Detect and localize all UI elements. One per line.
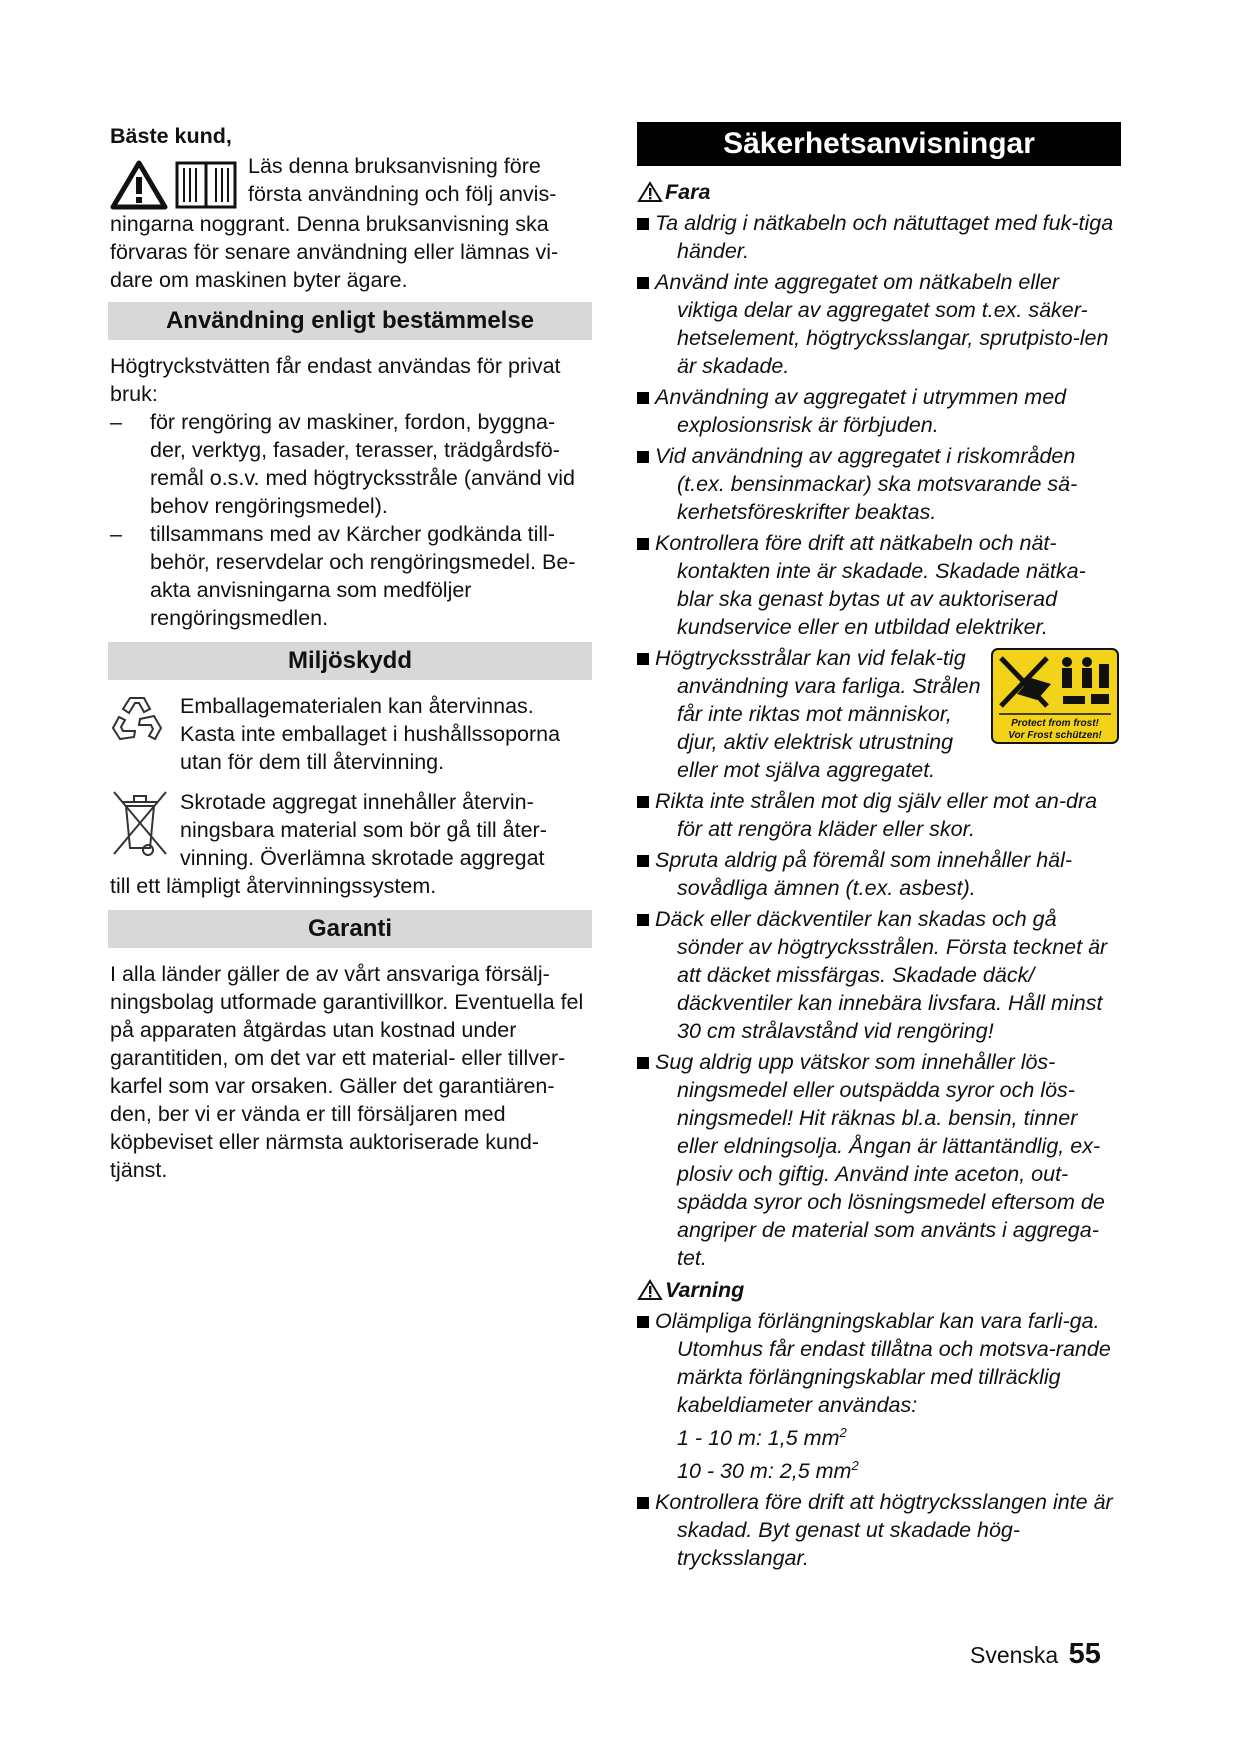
safety-item: [637, 383, 1121, 439]
dash-marker: –: [110, 410, 122, 434]
safety-item: [637, 644, 1121, 784]
scrap-text: Skrotade aggregat innehåller återvin-ningsbara material som bör gå till åter-vinning. Överlämna skrotade aggregat: [180, 790, 547, 870]
scrap-row: [110, 788, 590, 872]
safety-item: [637, 1488, 1121, 1572]
cable-spec-text: 1 - 10 m: 1,5 mm: [677, 1426, 840, 1451]
intro-icons: [110, 152, 248, 210]
safety-item-text: Kontrollera före drift att nätkabeln och nät-kontakten inte är skadade. Skadade nätka-blar ska genast bytas ut av auktoriserad kundservice eller en utbildad elektriker.: [655, 531, 1086, 639]
safety-item-text: Sug aldrig upp vätskor som innehåller lös-ningsmedel eller outspädda syror och lös-ningsmedel! Hit räknas bl.a. bensin, tinner eller eldningsolja. Ångan är lättantändlig, ex-plosiv och giftig. Använd inte aceton, out-spädda syror och lösningsmedel eftersom de angriper de material som använts i aggrega-tet.: [655, 1050, 1105, 1270]
warning-triangle-icon: [110, 160, 168, 210]
warning-triangle-icon: [637, 1279, 663, 1301]
section-heading-usage: Användning enligt bestämmelse: [108, 302, 592, 340]
bullet-square-icon: [637, 644, 655, 672]
scrap-text-end: till ett lämpligt återvinningssystem.: [110, 874, 437, 898]
intro-line: första användning och följ anvis-: [248, 182, 557, 206]
recycle-icon: [110, 692, 164, 746]
recycle-icon-wrap: [110, 692, 180, 753]
page-footer: [970, 1638, 1101, 1671]
bullet-square-icon: [637, 787, 655, 815]
dash-marker: –: [110, 522, 122, 546]
crossed-out-bin-icon: [110, 788, 170, 858]
safety-item: [637, 787, 1121, 843]
intro: [110, 152, 590, 210]
bullet-square-icon: [637, 529, 655, 557]
intro-line: Läs denna bruksanvisning före: [248, 154, 541, 178]
sticker-text-1: Protect from frost!: [1011, 718, 1099, 729]
safety-item-text: Vid användning av aggregatet i riskområden (t.ex. bensinmackar) ska motsvarande sä-kerhetsföreskrifter beaktas.: [655, 444, 1078, 524]
superscript: 2: [839, 1425, 847, 1440]
danger-label: Fara: [665, 180, 711, 204]
bullet-square-icon: [637, 1048, 655, 1076]
crossed-bin-icon-wrap: [110, 788, 180, 865]
safety-item-text: Högtrycksstrålar kan vid felak-tig användning vara farliga. Strålen får inte riktas mot människor, djur, aktiv elektrisk utrustning eller mot själva aggregatet.: [655, 646, 981, 782]
bullet-square-icon: [637, 846, 655, 874]
safety-item-text: Olämpliga förlängningskablar kan vara farli-ga. Utomhus får endast tillåtna och motsva-rande märkta förlängningskablar med tillräcklig kabeldiameter användas:: [655, 1309, 1111, 1417]
safety-item: [637, 442, 1121, 526]
safety-item: [637, 268, 1121, 380]
safety-item-text: Ta aldrig i nätkabeln och nätuttaget med fuk-tiga händer.: [655, 211, 1114, 263]
safety-item: [637, 1307, 1121, 1419]
cable-spec-text: 10 - 30 m: 2,5 mm: [677, 1459, 852, 1484]
left-column: [110, 122, 590, 1184]
safety-item-text: Använd inte aggregatet om nätkabeln eller viktiga delar av aggregatet som t.ex. säker-hetselement, högtrycksslangar, sprutpisto-len är skadade.: [655, 270, 1109, 378]
bullet-square-icon: [637, 383, 655, 411]
safety-heading: Säkerhetsanvisningar: [637, 122, 1121, 166]
list-item: [110, 408, 590, 520]
section-heading-environment: Miljöskydd: [108, 642, 592, 680]
frost-warning-sticker-icon: [991, 648, 1119, 744]
bullet-square-icon: [637, 268, 655, 296]
warranty-text: I alla länder gäller de av vårt ansvariga försälj-ningsbolag utformade garantivillkor. Eventuella fel på apparaten åtgärdas utan kostnad under garantitiden, om det var ett material- eller tillver-karfel som var orsaken. Gäller det garantiären-den, ber vi er vända er till försäljaren med köpbeviset eller närmsta auktoriserade kund-tjänst.: [110, 962, 584, 1182]
bullet-square-icon: [637, 905, 655, 933]
superscript: 2: [851, 1458, 859, 1474]
footer-language: Svenska: [970, 1642, 1059, 1668]
frost-sticker: [991, 648, 1119, 751]
usage-text: Högtryckstvätten får endast användas för privat bruk:: [110, 354, 561, 406]
recycle-row: [110, 692, 590, 776]
safety-item: [637, 905, 1121, 1045]
cable-spec-2: [637, 1452, 1121, 1485]
safety-item: [637, 846, 1121, 902]
intro-rest: ningarna noggrant. Denna bruksanvisning ska förvaras för senare användning eller lämnas vi-dare om maskinen byter ägare.: [110, 212, 559, 292]
warning-label-row: [637, 1276, 1121, 1304]
safety-item: [637, 209, 1121, 265]
warning-triangle-icon: [637, 181, 663, 203]
usage-bullet-1: för rengöring av maskiner, fordon, byggna-der, verktyg, fasader, terasser, trädgårdsfö-remål o.s.v. med högtrycksstråle (använd vid behov rengöringsmedel).: [150, 410, 575, 518]
safety-item-text: Spruta aldrig på föremål som innehåller häl-sovådliga ämnen (t.ex. asbest).: [655, 848, 1073, 900]
bullet-square-icon: [637, 209, 655, 237]
usage-bullet-2: tillsammans med av Kärcher godkända till-behör, reservdelar och rengöringsmedel. Be-akta anvisningarna som medföljer rengöringsmedlen.: [150, 522, 576, 630]
greeting: Bäste kund,: [110, 124, 232, 148]
bullet-square-icon: [637, 1488, 655, 1516]
manual-book-icon: [174, 160, 238, 210]
bullet-square-icon: [637, 1307, 655, 1335]
right-column: [637, 122, 1121, 1572]
safety-item-text: Användning av aggregatet i utrymmen med explosionsrisk är förbjuden.: [655, 385, 1067, 437]
recycle-text: Emballagematerialen kan återvinnas. Kasta inte emballaget i hushållssoporna utan för dem till återvinning.: [180, 694, 561, 774]
list-item: [110, 520, 590, 632]
safety-item: [637, 529, 1121, 641]
section-heading-warranty: Garanti: [108, 910, 592, 948]
safety-item-text: Rikta inte strålen mot dig själv eller mot an-dra för att rengöra kläder eller skor.: [655, 789, 1098, 841]
intro-lines: [248, 152, 590, 208]
page-number: 55: [1068, 1638, 1101, 1670]
safety-item: [637, 1048, 1121, 1272]
danger-label-row: [637, 178, 1121, 206]
bullet-square-icon: [637, 442, 655, 470]
warning-label: Varning: [665, 1278, 745, 1302]
sticker-text-2: Vor Frost schützen!: [1008, 730, 1102, 741]
safety-item-text: Kontrollera före drift att högtrycksslangen inte är skadad. Byt genast ut skadade hög-trycksslangar.: [655, 1490, 1113, 1571]
cable-spec-1: [637, 1419, 1121, 1452]
safety-item-text: Däck eller däckventiler kan skadas och gå sönder av högtrycksstrålen. Första tecknet är att däcket missfärgas. Skadade däck/ däckventiler kan innebära livsfara. Håll minst 30 cm strålavstånd vid rengöring!: [655, 907, 1108, 1043]
